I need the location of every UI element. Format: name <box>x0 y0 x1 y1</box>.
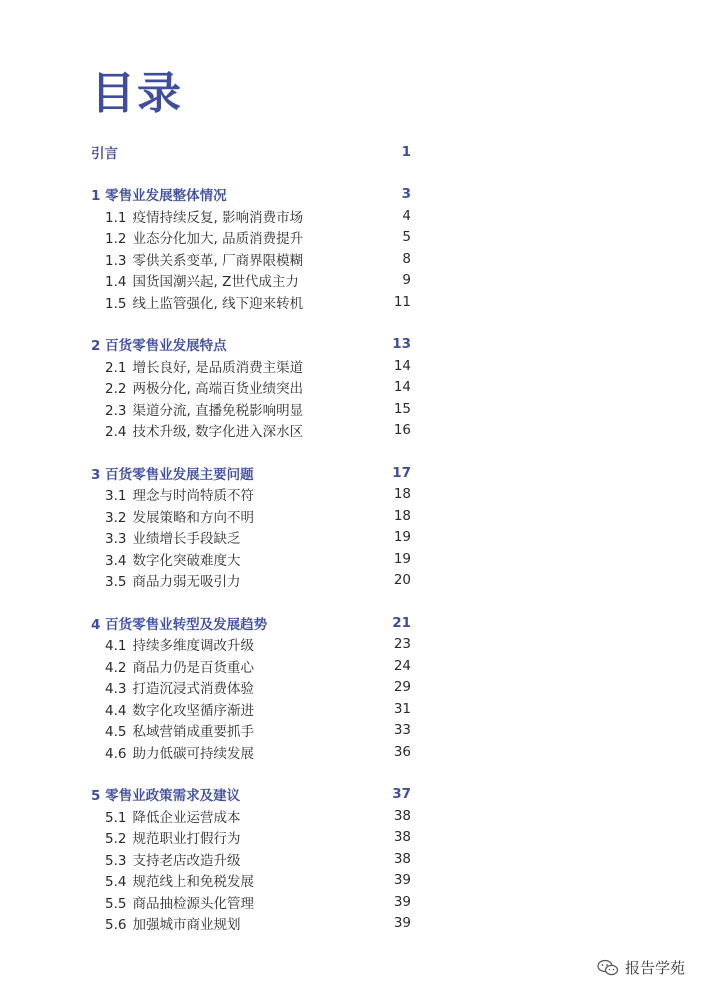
toc-page-number: 18 <box>393 486 411 503</box>
toc-entry-index: 2.2 <box>105 381 127 398</box>
toc-subsection[interactable] <box>91 570 411 592</box>
toc-subsection[interactable] <box>91 805 411 827</box>
toc-entry-index: 5.1 <box>105 809 127 826</box>
toc-page-number: 19 <box>393 550 411 567</box>
toc-section-heading[interactable] <box>91 334 411 356</box>
toc-entry-label <box>91 720 254 740</box>
toc-page-number: 31 <box>393 700 411 717</box>
toc-entry-text: 技术升级, 数字化进入深水区 <box>132 424 304 441</box>
toc-subsection[interactable] <box>91 634 411 656</box>
toc-entry-label <box>91 549 240 569</box>
toc-page-number: 37 <box>392 786 411 803</box>
toc-entry-label <box>91 420 303 440</box>
toc-entry-label <box>91 334 227 354</box>
toc-entry-index: 4.1 <box>105 638 127 655</box>
toc-entry-label <box>91 870 254 890</box>
toc-entry-index: 4.3 <box>105 681 127 698</box>
toc-subsection[interactable] <box>91 377 411 399</box>
toc-entry-text: 5 零售业政策需求及建议 <box>91 788 241 805</box>
toc-entry-index: 3.5 <box>105 574 127 591</box>
toc-section-heading[interactable] <box>91 184 411 206</box>
toc-page-number: 16 <box>393 422 411 439</box>
toc-page-number: 33 <box>393 722 411 739</box>
toc-subsection[interactable] <box>91 270 411 292</box>
toc-subsection[interactable] <box>91 420 411 442</box>
toc-subsection[interactable] <box>91 527 411 549</box>
toc-entry-label <box>91 292 303 312</box>
toc-subsection[interactable] <box>91 677 411 699</box>
toc-page-number: 9 <box>402 272 411 289</box>
toc-page-number: 39 <box>393 893 411 910</box>
page-title: 目录 <box>91 68 183 119</box>
toc-entry-label <box>91 527 240 547</box>
toc-entry-index: 2.3 <box>105 402 127 419</box>
toc-section-heading[interactable] <box>91 612 411 634</box>
toc-entry-label <box>91 913 240 933</box>
toc-entry-label <box>91 506 254 526</box>
toc-subsection[interactable] <box>91 205 411 227</box>
toc-entry-text: 商品抽检源头化管理 <box>132 895 254 912</box>
toc-page-number: 4 <box>402 207 411 224</box>
toc-subsection[interactable] <box>91 484 411 506</box>
toc-section-heading[interactable] <box>91 462 411 484</box>
toc-entry-text: 1 零售业发展整体情况 <box>91 188 227 205</box>
toc-entry-text: 商品力仍是百货重心 <box>132 659 254 676</box>
toc-entry-index: 2.4 <box>105 424 127 441</box>
toc-subsection[interactable] <box>91 291 411 313</box>
toc-entry-text: 规范线上和免税发展 <box>132 874 254 891</box>
toc-entry-label <box>91 184 227 204</box>
toc-entry-text: 数字化攻坚循序渐进 <box>132 702 254 719</box>
toc-spacer <box>91 441 411 462</box>
toc-entry-text: 业绩增长手段缺乏 <box>132 531 241 548</box>
toc-entry-label <box>91 206 303 226</box>
toc-entry-index: 4.2 <box>105 659 127 676</box>
toc-spacer <box>91 591 411 612</box>
toc-entry-label <box>91 484 254 504</box>
toc-page-number: 18 <box>393 507 411 524</box>
toc-entry-text: 降低企业运营成本 <box>132 809 241 826</box>
toc-entry-text: 零供关系变革, 厂商界限模糊 <box>132 252 304 269</box>
toc-entry-index: 5.2 <box>105 831 127 848</box>
toc-entry-text: 数字化突破难度大 <box>132 552 241 569</box>
toc-entry-text: 疫情持续反复, 影响消费市场 <box>132 209 304 226</box>
toc-entry-text: 持续多维度调改升级 <box>132 638 254 655</box>
toc-page-number: 38 <box>393 829 411 846</box>
toc-entry-text: 国货国潮兴起, Z世代成主力 <box>132 274 299 291</box>
toc-entry-index: 5.5 <box>105 895 127 912</box>
toc-entry-text: 规范职业打假行为 <box>132 831 241 848</box>
toc-entry-index: 4.5 <box>105 724 127 741</box>
toc-entry-index: 1.5 <box>105 295 127 312</box>
toc-entry-label <box>91 377 303 397</box>
toc-entry-index: 1.4 <box>105 274 127 291</box>
toc-entry-text: 理念与时尚特质不符 <box>132 488 254 505</box>
toc-entry-index: 4.4 <box>105 702 127 719</box>
toc-entry-label <box>91 677 254 697</box>
toc-subsection[interactable] <box>91 913 411 935</box>
toc-entry-text: 加强城市商业规划 <box>132 917 241 934</box>
toc-page-number: 23 <box>393 636 411 653</box>
toc-entry-text: 引言 <box>91 145 118 162</box>
toc-subsection[interactable] <box>91 848 411 870</box>
watermark-text: 报告学苑 <box>624 959 685 977</box>
toc-entry-label <box>91 356 303 376</box>
toc-entry-text: 发展策略和方向不明 <box>132 509 254 526</box>
toc-entry-label <box>91 656 254 676</box>
toc-entry-index: 2.1 <box>105 359 127 376</box>
toc-entry-label <box>91 742 254 762</box>
toc-page-number: 38 <box>393 807 411 824</box>
toc-entry-text: 私域营销成重要抓手 <box>132 724 254 741</box>
toc-entry-index: 5.6 <box>105 917 127 934</box>
toc-page-number: 17 <box>392 464 411 481</box>
toc-entry-label <box>91 634 254 654</box>
toc-subsection[interactable] <box>91 505 411 527</box>
toc-entry-label <box>91 849 240 869</box>
toc-entry-index: 1.2 <box>105 231 127 248</box>
toc-page-number: 38 <box>393 850 411 867</box>
toc-page-number: 19 <box>393 529 411 546</box>
toc-subsection[interactable] <box>91 548 411 570</box>
toc-subsection[interactable] <box>91 655 411 677</box>
toc-entry-index: 3.3 <box>105 531 127 548</box>
toc-page-number: 1 <box>401 143 411 160</box>
toc-entry-label <box>91 463 254 483</box>
toc-subsection[interactable] <box>91 720 411 742</box>
toc-entry-index: 5.3 <box>105 852 127 869</box>
toc-entry-text: 业态分化加大, 品质消费提升 <box>132 231 304 248</box>
toc-entry-label <box>91 699 254 719</box>
toc-page-number: 15 <box>393 400 411 417</box>
toc-subsection[interactable] <box>91 248 411 270</box>
watermark <box>597 957 685 978</box>
toc-page-number: 14 <box>393 379 411 396</box>
toc-page-number: 39 <box>393 872 411 889</box>
toc-page-number: 20 <box>393 572 411 589</box>
toc-page-number: 14 <box>393 357 411 374</box>
toc-entry-label <box>91 399 303 419</box>
toc-entry-index: 3.4 <box>105 552 127 569</box>
toc-page-number: 5 <box>402 229 411 246</box>
toc-entry-text: 助力低碳可持续发展 <box>132 745 254 762</box>
toc-page-number: 24 <box>393 657 411 674</box>
wechat-icon <box>597 959 619 977</box>
toc-page-number: 21 <box>392 614 411 631</box>
toc-entry-index: 1.1 <box>105 209 127 226</box>
toc-section-heading[interactable] <box>91 141 411 163</box>
toc-entry-index: 3.1 <box>105 488 127 505</box>
toc-entry-text: 线上监管强化, 线下迎来转机 <box>132 295 304 312</box>
toc-page-number: 36 <box>393 743 411 760</box>
toc-entry-index: 4.6 <box>105 745 127 762</box>
toc-subsection[interactable] <box>91 355 411 377</box>
toc-subsection[interactable] <box>91 398 411 420</box>
toc-spacer <box>91 763 411 784</box>
toc-entry-text: 两极分化, 高端百货业绩突出 <box>132 381 304 398</box>
toc-entry-index: 1.3 <box>105 252 127 269</box>
toc-page-number: 29 <box>393 679 411 696</box>
toc-entry-label <box>91 613 267 633</box>
toc-subsection[interactable] <box>91 741 411 763</box>
toc-page-number: 3 <box>401 186 411 203</box>
toc-subsection[interactable] <box>91 891 411 913</box>
toc-entry-text: 渠道分流, 直播免税影响明显 <box>132 402 304 419</box>
toc-subsection[interactable] <box>91 870 411 892</box>
toc-subsection[interactable] <box>91 227 411 249</box>
table-of-contents <box>91 141 411 934</box>
toc-page-number: 39 <box>393 915 411 932</box>
toc-entry-label <box>91 806 240 826</box>
toc-entry-label <box>91 784 240 804</box>
toc-page-number: 13 <box>392 336 411 353</box>
toc-spacer <box>91 313 411 334</box>
toc-entry-text: 2 百货零售业发展特点 <box>91 338 227 355</box>
toc-entry-label <box>91 827 240 847</box>
toc-entry-label <box>91 142 118 162</box>
toc-spacer <box>91 163 411 184</box>
toc-entry-text: 商品力弱无吸引力 <box>132 574 241 591</box>
toc-entry-label <box>91 249 303 269</box>
toc-entry-index: 3.2 <box>105 509 127 526</box>
toc-entry-label <box>91 227 303 247</box>
toc-page-number: 11 <box>393 293 411 310</box>
toc-entry-text: 支持老店改造升级 <box>132 852 241 869</box>
toc-entry-label <box>91 570 240 590</box>
toc-section-heading[interactable] <box>91 784 411 806</box>
toc-entry-text: 3 百货零售业发展主要问题 <box>91 466 254 483</box>
toc-entry-index: 5.4 <box>105 874 127 891</box>
toc-subsection[interactable] <box>91 827 411 849</box>
toc-subsection[interactable] <box>91 698 411 720</box>
toc-entry-label <box>91 270 299 290</box>
toc-entry-text: 打造沉浸式消费体验 <box>132 681 254 698</box>
toc-entry-text: 4 百货零售业转型及发展趋势 <box>91 616 268 633</box>
toc-entry-text: 增长良好, 是品质消费主渠道 <box>132 359 304 376</box>
toc-entry-label <box>91 892 254 912</box>
toc-page-number: 8 <box>402 250 411 267</box>
